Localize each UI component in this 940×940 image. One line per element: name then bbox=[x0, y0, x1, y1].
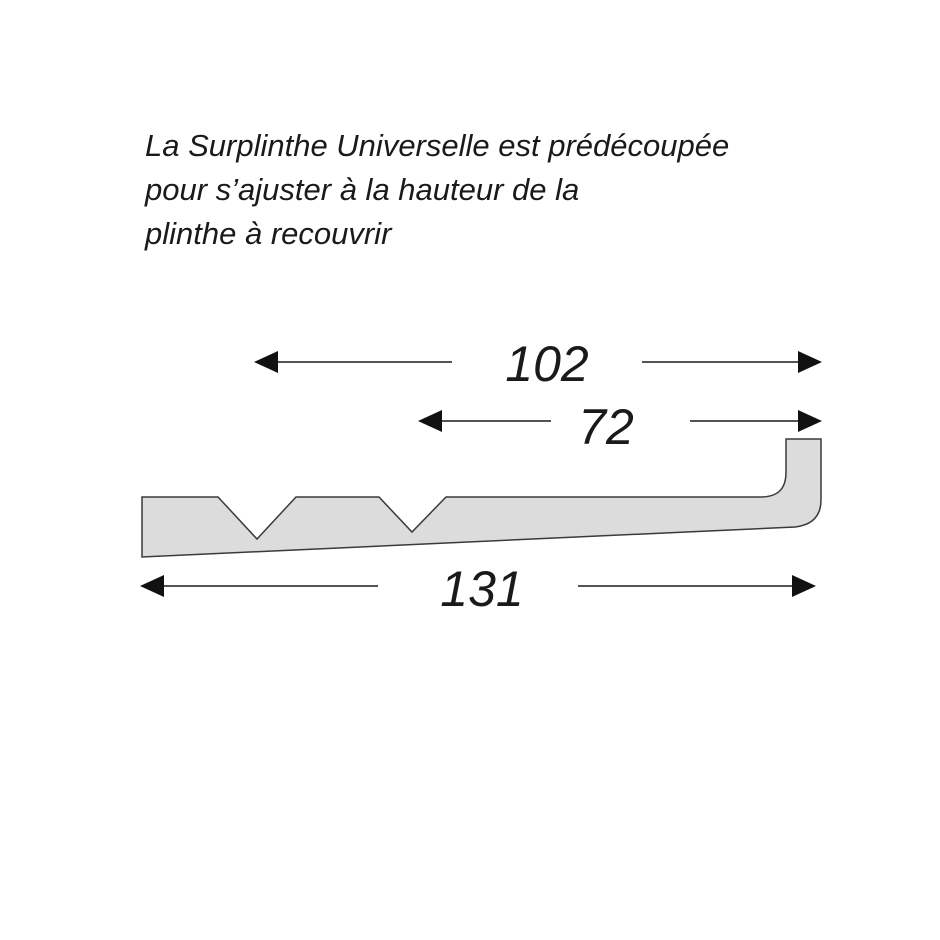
dimension-bottom bbox=[140, 561, 816, 617]
dimension-bottom-arrow-right bbox=[792, 575, 816, 597]
dimension-bottom-arrow-left bbox=[140, 575, 164, 597]
caption-line-3: plinthe à recouvrir bbox=[145, 216, 392, 251]
caption-line-1: La Surplinthe Universelle est prédécoupée bbox=[145, 128, 730, 163]
dimension-top bbox=[254, 336, 822, 392]
dimension-middle bbox=[418, 399, 822, 455]
profile-shape bbox=[142, 439, 821, 557]
dimension-top-arrow-left bbox=[254, 351, 278, 373]
dimension-top-arrow-right bbox=[798, 351, 822, 373]
dimension-middle-label: 72 bbox=[578, 399, 634, 455]
dimension-middle-arrow-right bbox=[798, 410, 822, 432]
dimension-top-label: 102 bbox=[505, 336, 589, 392]
dimension-bottom-label: 131 bbox=[440, 561, 524, 617]
dimension-middle-arrow-left bbox=[418, 410, 442, 432]
caption-line-2: pour s’ajuster à la hauteur de la bbox=[145, 172, 580, 207]
